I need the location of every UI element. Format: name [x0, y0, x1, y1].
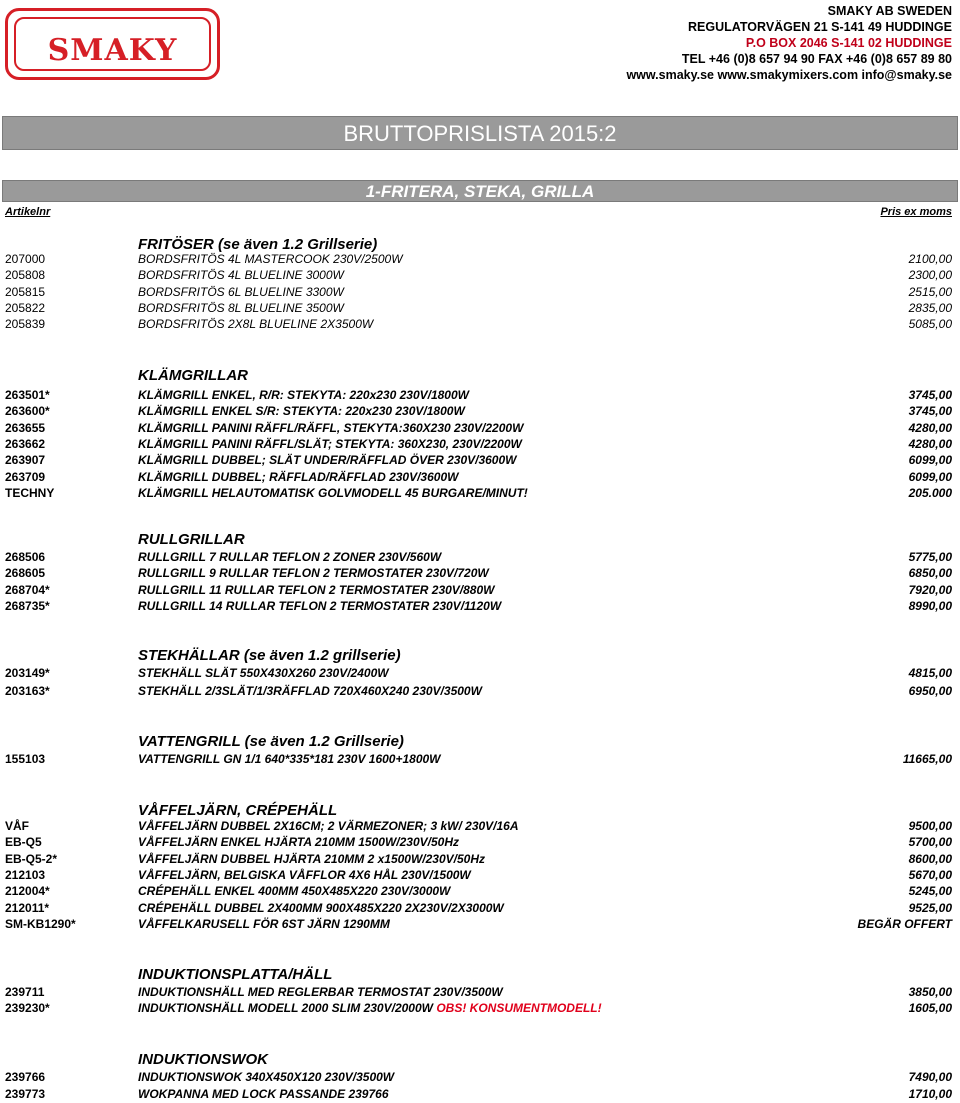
article-number: 207000: [5, 252, 46, 266]
price: 2515,00: [908, 284, 952, 299]
list-item: [0, 486, 960, 502]
article-number: 263709: [5, 469, 46, 484]
list-item: [0, 317, 960, 333]
price: 7490,00: [908, 1070, 952, 1084]
product-description: [138, 421, 523, 435]
product-description-text: KLÄMGRILL ENKEL S/R: STEKYTA: 220x230 230V/1800W: [138, 404, 465, 419]
category-title: VATTENGRILL (se även 1.2 Grillserie): [138, 733, 404, 750]
product-description-text: RULLGRILL 14 RULLAR TEFLON 2 TERMOSTATER 230V/1120W: [138, 598, 502, 613]
price: 1710,00: [908, 1087, 952, 1101]
article-number: 263662: [5, 436, 46, 451]
article-number: 239230*: [5, 1001, 50, 1016]
list-item: [0, 901, 960, 917]
product-description: [138, 317, 373, 331]
product-description-text: KLÄMGRILL DUBBEL; RÄFFLAD/RÄFFLAD 230V/3600W: [138, 469, 459, 484]
product-description-text: BORDSFRITÖS 2X8L BLUELINE 2X3500W: [138, 317, 374, 332]
product-description: [138, 486, 528, 500]
product-description-text: KLÄMGRILL PANINI RÄFFL/SLÄT; STEKYTA: 360X230, 230V/2200W: [138, 436, 522, 451]
article-number: 268735*: [5, 598, 50, 613]
list-item: [0, 684, 960, 700]
price: 11665,00: [902, 752, 952, 766]
article-number: SM-KB1290*: [5, 916, 76, 931]
product-description: [138, 917, 390, 931]
product-description: [138, 404, 465, 418]
price: 2100,00: [908, 252, 952, 266]
product-description-text: INDUKTIONSHÄLL MODELL 2000 SLIM 230V/2000W: [138, 1001, 433, 1016]
list-item: [0, 453, 960, 469]
article-number: 203163*: [5, 683, 50, 698]
product-description: [138, 437, 522, 451]
price-list-title: BRUTTOPRISLISTA 2015:2: [2, 116, 958, 150]
list-item: [0, 835, 960, 851]
list-item: [0, 252, 960, 268]
product-description: [138, 852, 485, 866]
price: 3850,00: [908, 985, 952, 999]
list-item: [0, 1087, 960, 1103]
article-number: 205822: [5, 300, 46, 315]
product-description: [138, 752, 441, 766]
article-number: 239766: [5, 1070, 46, 1084]
smaky-logo: [5, 8, 220, 80]
list-item: [0, 268, 960, 284]
list-item: [0, 819, 960, 835]
article-number: 212103: [5, 867, 46, 882]
product-description-text: INDUKTIONSHÄLL MED REGLERBAR TERMOSTAT 230V/3500W: [138, 985, 503, 999]
product-description-text: STEKHÄLL SLÄT 550X430X260 230V/2400W: [138, 666, 389, 680]
article-number: 263600*: [5, 404, 50, 419]
product-description-text: STEKHÄLL 2/3SLÄT/1/3RÄFFLAD 720X460X240 230V/3500W: [138, 683, 482, 698]
product-description: [138, 453, 516, 467]
price: 4280,00: [908, 436, 952, 451]
list-item: [0, 421, 960, 437]
list-item: [0, 868, 960, 884]
product-description-text: VÅFFELJÄRN DUBBEL 2X16CM; 2 VÄRMEZONER; 3 kW/ 230V/16A: [138, 819, 519, 833]
category-title: STEKHÄLLAR (se även 1.2 grillserie): [138, 647, 401, 664]
article-number: 263655: [5, 420, 46, 435]
article-number: 205808: [5, 268, 46, 283]
section-title: 1-FRITERA, STEKA, GRILLA: [2, 180, 958, 202]
product-description-text: INDUKTIONSWOK 340X450X120 230V/3500W: [138, 1070, 395, 1084]
list-item: [0, 388, 960, 404]
price: 4280,00: [908, 420, 952, 435]
article-number: EB-Q5-2*: [5, 851, 58, 866]
article-number: 268605: [5, 566, 46, 581]
product-description-text: BORDSFRITÖS 4L MASTERCOOK 230V/2500W: [138, 252, 403, 266]
company-box: P.O BOX 2046 S-141 02 HUDDINGE: [745, 36, 952, 50]
logo-frame: [14, 17, 211, 71]
company-web: www.smaky.se www.smakymixers.com info@smaky.se: [626, 68, 952, 82]
list-item: [0, 1001, 960, 1017]
product-description-text: RULLGRILL 7 RULLAR TEFLON 2 ZONER 230V/560W: [138, 550, 442, 564]
list-item: [0, 470, 960, 486]
product-description: [138, 268, 344, 282]
list-item: [0, 917, 960, 933]
price: 5245,00: [908, 884, 952, 899]
price: 3745,00: [908, 388, 952, 402]
article-number: 239773: [5, 1087, 46, 1101]
list-item: [0, 985, 960, 1001]
price: 2835,00: [908, 300, 952, 315]
product-description-text: VÅFFELJÄRN DUBBEL HJÄRTA 210MM 2 x1500W/230V/50Hz: [138, 851, 485, 866]
product-description-text: KLÄMGRILL PANINI RÄFFL/RÄFFL, STEKYTA:360X230 230V/2200W: [138, 420, 524, 435]
product-description-text: RULLGRILL 11 RULLAR TEFLON 2 TERMOSTATER 230V/880W: [138, 582, 495, 597]
price: BEGÄR OFFERT: [857, 916, 952, 931]
price: 9500,00: [908, 819, 952, 833]
list-item: [0, 301, 960, 317]
article-number: 205839: [5, 317, 46, 332]
price: 1605,00: [908, 1001, 952, 1016]
product-description-text: VATTENGRILL GN 1/1 640*335*181 230V 1600+1800W: [138, 752, 441, 766]
list-item: [0, 1070, 960, 1086]
price: 5085,00: [908, 317, 952, 332]
product-description: [138, 599, 501, 613]
company-address: [626, 3, 952, 83]
product-description: [138, 470, 458, 484]
price: 5775,00: [908, 550, 952, 564]
product-description: [138, 388, 469, 402]
logo-text: SMAKY: [47, 33, 178, 68]
list-item: [0, 752, 960, 768]
list-item: [0, 437, 960, 453]
product-description-text: BORDSFRITÖS 6L BLUELINE 3300W: [138, 284, 344, 299]
article-number: 268704*: [5, 582, 50, 597]
article-number: 239711: [5, 985, 45, 999]
list-item: [0, 550, 960, 566]
article-number: 205815: [5, 284, 46, 299]
article-number: EB-Q5: [5, 835, 42, 850]
price: 5700,00: [908, 835, 952, 850]
article-number: 268506: [5, 550, 46, 564]
product-description-text: WOKPANNA MED LOCK PASSANDE 239766: [138, 1087, 389, 1101]
product-description: [138, 1070, 394, 1084]
list-item: [0, 285, 960, 301]
price: 6850,00: [908, 566, 952, 581]
list-item: [0, 583, 960, 599]
product-description-text: BORDSFRITÖS 8L BLUELINE 3500W: [138, 300, 344, 315]
product-description: [138, 666, 389, 680]
price: 3745,00: [908, 404, 952, 419]
list-item: [0, 566, 960, 582]
product-description-text: KLÄMGRILL ENKEL, R/R: STEKYTA: 220x230 230V/1800W: [138, 388, 469, 402]
price: 9525,00: [908, 900, 952, 915]
category-title: KLÄMGRILLAR: [138, 367, 248, 384]
price: 6099,00: [908, 453, 952, 468]
product-description: [138, 901, 504, 915]
product-description: [138, 985, 503, 999]
article-number: 212011*: [5, 900, 50, 915]
price: 205.000: [908, 485, 952, 500]
product-description: [138, 550, 441, 564]
product-description-text: VÅFFELKARUSELL FÖR 6ST JÄRN 1290MM: [138, 916, 390, 931]
list-item: [0, 884, 960, 900]
product-description-text: KLÄMGRILL DUBBEL; SLÄT UNDER/RÄFFLAD ÖVER 230V/3600W: [138, 453, 517, 468]
list-item: [0, 852, 960, 868]
product-description: [138, 566, 489, 580]
article-number: TECHNY: [5, 485, 55, 500]
product-description: [138, 884, 450, 898]
list-item: [0, 666, 960, 682]
list-item: [0, 599, 960, 615]
article-number: VÅF: [5, 819, 29, 833]
company-name: SMAKY AB SWEDEN: [827, 4, 952, 18]
category-title: INDUKTIONSWOK: [138, 1051, 268, 1068]
product-description-text: BORDSFRITÖS 4L BLUELINE 3000W: [138, 268, 344, 283]
company-phone: TEL +46 (0)8 657 94 90 FAX +46 (0)8 657 89 80: [681, 52, 952, 66]
product-description-text: VÅFFELJÄRN ENKEL HJÄRTA 210MM 1500W/230V/50Hz: [138, 835, 459, 850]
product-description-text: CRÉPEHÄLL ENKEL 400MM 450X485X220 230V/3000W: [138, 884, 451, 899]
product-description: [138, 868, 471, 882]
category-title: RULLGRILLAR: [138, 531, 245, 548]
product-description: [138, 1001, 602, 1015]
price: 8600,00: [908, 851, 952, 866]
price: 6099,00: [908, 469, 952, 484]
price: 6950,00: [908, 683, 952, 698]
price: 4815,00: [908, 666, 952, 680]
price: 7920,00: [908, 582, 952, 597]
consumer-model-warning: OBS! KONSUMENTMODELL!: [436, 1001, 602, 1016]
product-description: [138, 301, 344, 315]
product-description: [138, 835, 459, 849]
product-description: [138, 819, 519, 833]
category-title: VÅFFELJÄRN, CRÉPEHÄLL: [138, 802, 338, 819]
company-street: REGULATORVÄGEN 21 S-141 49 HUDDINGE: [688, 20, 952, 34]
product-description: [138, 1087, 389, 1101]
price: 5670,00: [908, 867, 952, 882]
article-number: 263501*: [5, 388, 50, 402]
product-description: [138, 583, 494, 597]
category-title: INDUKTIONSPLATTA/HÄLL: [138, 966, 333, 983]
price: 8990,00: [908, 598, 952, 613]
article-number: 212004*: [5, 884, 50, 899]
product-description-text: VÅFFELJÄRN, BELGISKA VÅFFLOR 4X6 HÅL 230V/1500W: [138, 867, 471, 882]
column-header-price: Pris ex moms: [880, 206, 952, 218]
article-number: 263907: [5, 453, 46, 468]
product-description: [138, 684, 482, 698]
product-description: [138, 252, 403, 266]
product-description-text: RULLGRILL 9 RULLAR TEFLON 2 TERMOSTATER 230V/720W: [138, 566, 489, 581]
column-header-article: Artikelnr: [5, 206, 51, 218]
product-description-text: KLÄMGRILL HELAUTOMATISK GOLVMODELL 45 BURGARE/MINUT!: [138, 485, 528, 500]
list-item: [0, 404, 960, 420]
category-title: FRITÖSER (se även 1.2 Grillserie): [138, 236, 378, 253]
price: 2300,00: [908, 268, 952, 283]
article-number: 155103: [5, 752, 46, 766]
product-description: [138, 285, 344, 299]
article-number: 203149*: [5, 666, 50, 680]
product-description-text: CRÉPEHÄLL DUBBEL 2X400MM 900X485X220 2X230V/2X3000W: [138, 900, 504, 915]
